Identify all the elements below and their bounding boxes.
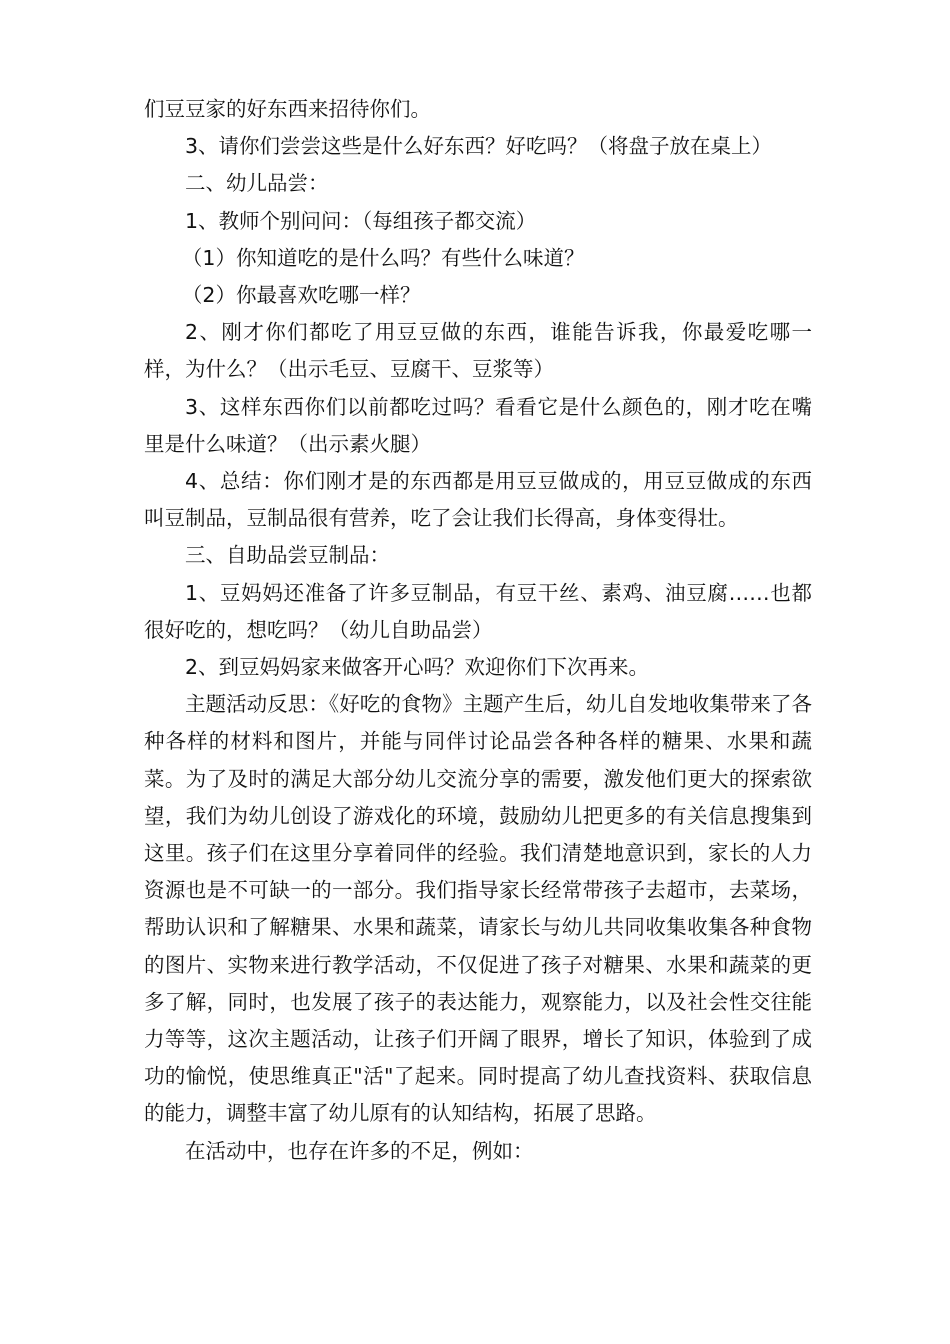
paragraph-favorite-food: 2、刚才你们都吃了用豆豆做的东西，谁能告诉我，你最爱吃哪一样，为什么？（出示毛豆、豆腐干、豆浆等） bbox=[144, 320, 812, 382]
paragraph-color-taste: 3、这样东西你们以前都吃过吗？看看它是什么颜色的，刚才吃在嘴里是什么味道？（出示素火腿） bbox=[144, 394, 812, 456]
paragraph-step-3-taste: 3、请你们尝尝这些是什么好东西？好吃吗？（将盘子放在桌上） bbox=[185, 134, 773, 159]
paragraph-continuation: 们豆豆家的好东西来招待你们。 bbox=[144, 97, 431, 121]
paragraph-reflection: 主题活动反思：《好吃的食物》主题产生后，幼儿自发地收集带来了各种各样的材料和图片，并能与同伴讨论品尝各种各样的糖果、水果和蔬菜。为了及时的满足大部分幼儿交流分享的需要，激发他们更大的探索欲望，我们为幼儿创设了游戏化的环境，鼓励幼儿把更多的有关信息搜集到这里。孩子们在这里分享着同伴的经验。我们清楚地意识到，家长的人力资源也是不可缺一的一部分。我们指导家长经常带孩子去超市，去菜场，帮助认识和了解糖果、水果和蔬菜，请家长与幼儿共同收集收集各种食物的图片、实物来进行教学活动，不仅促进了孩子对糖果、水果和蔬菜的更多了解，同时，也发展了孩子的表达能力，观察能力，以及社会性交往能力等等，这次主题活动，让孩子们开阔了眼界，增长了知识，体验到了成功的愉悦，使思维真正"活"了起来。同时提高了幼儿查找资料、获取信息的能力，调整丰富了幼儿原有的认知结构，拓展了思路。 bbox=[144, 692, 812, 1126]
paragraph-question-1: （1）你知道吃的是什么吗？有些什么味道？ bbox=[181, 245, 585, 270]
paragraph-summary: 4、总结：你们刚才是的东西都是用豆豆做成的，用豆豆做成的东西叫豆制品，豆制品很有营养，吃了会让我们长得高，身体变得壮。 bbox=[144, 469, 812, 531]
section-heading-3: 三、自助品尝豆制品： bbox=[185, 543, 390, 568]
paragraph-teacher-ask: 1、教师个别问问：（每组孩子都交流） bbox=[185, 208, 537, 233]
paragraph-self-service: 1、豆妈妈还准备了许多豆制品，有豆干丝、素鸡、油豆腐……也都很好吃的，想吃吗？（幼儿自助品尝） bbox=[144, 580, 812, 642]
paragraph-question-2: （2）你最喜欢吃哪一样？ bbox=[181, 283, 421, 308]
document-body bbox=[144, 91, 812, 1170]
section-heading-2: 二、幼儿品尝： bbox=[185, 171, 329, 196]
paragraph-farewell: 2、到豆妈妈家来做客开心吗？欢迎你们下次再来。 bbox=[185, 655, 650, 680]
paragraph-shortcomings: 在活动中，也存在许多的不足，例如： bbox=[185, 1138, 534, 1163]
